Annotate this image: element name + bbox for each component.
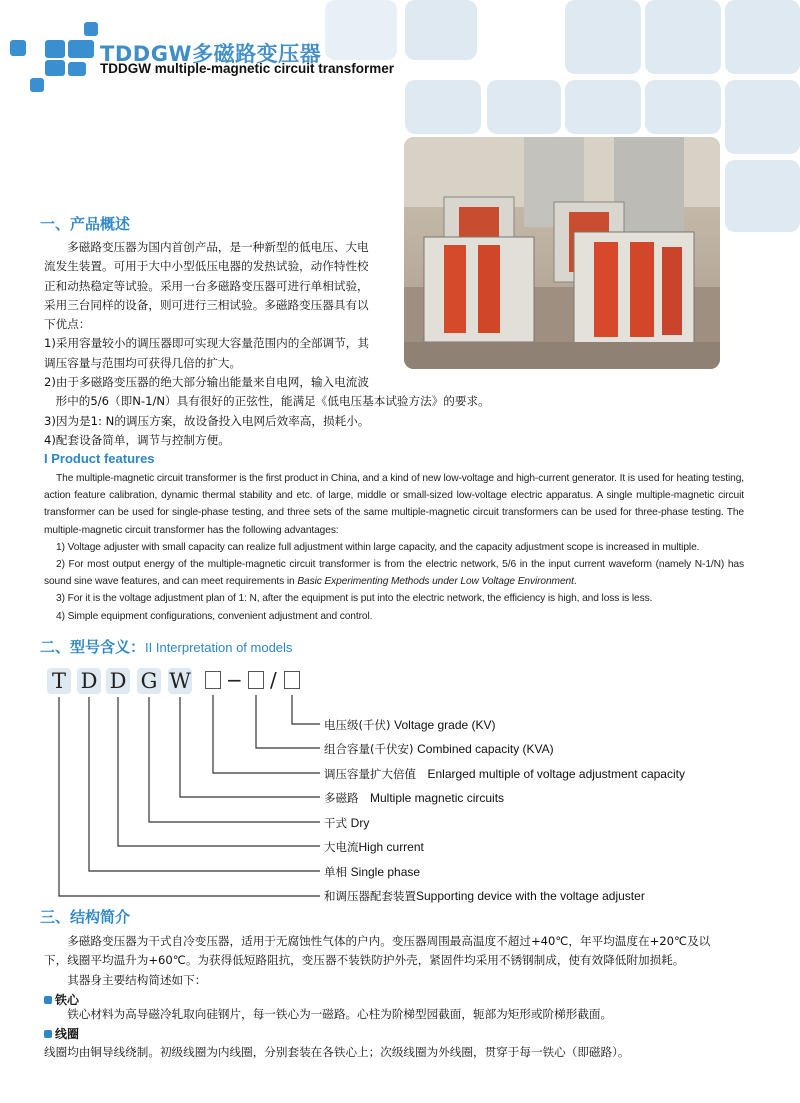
text-span: 2) For most output energy of the multiple-magnetic circuit transformer is from the electric network, 5/6 in the input current waveform (namely N-1/N) has sound sine wave features, and can meet requirements in [44, 559, 744, 588]
label-cn: 大电流 [324, 840, 359, 854]
text-span: . [573, 576, 577, 588]
model-label-multiple-magnetic [324, 790, 504, 806]
standard-title: Basic Experimenting Methods under Low Voltage Environment [297, 576, 574, 588]
text-line: 调压容量与范围均可获得几倍的扩大。 [44, 355, 242, 370]
square-bullet-icon [44, 996, 52, 1004]
model-letter: D [106, 668, 130, 694]
label-cn: 多磁路 [324, 791, 359, 805]
coil-text: 线圈均由铜导线绕制。初级线圈为内线圈，分别套装在各铁心上；次级线圈为外线圈，贯穿于每一铁心（即磁路）。 [44, 1045, 630, 1059]
paragraph: 3) For it is the voltage adjustment plan of 1: N, after the equipment is put into the electric network, the efficiency is high, and loss is less. [56, 593, 653, 605]
label-en: Multiple magnetic circuits [370, 791, 505, 805]
model-label-combined-capacity [324, 741, 554, 757]
text-line: 4)配套设备简单，调节与控制方便。 [44, 432, 230, 447]
paragraph: 4) Simple equipment configurations, convenient adjustment and control. [56, 610, 373, 622]
text-line: 形中的5/6（即N-1/N）具有很好的正弦性，能满足《低电压基本试验方法》的要求。 [44, 394, 490, 409]
text-line: 2)由于多磁路变压器的绝大部分输出能量来自电网，输入电流波 [44, 375, 369, 390]
section2-heading-en: II Interpretation of models [145, 640, 293, 655]
model-label-enlarged-multiple [324, 766, 685, 782]
model-letter: D [77, 668, 101, 694]
section3-intro [44, 932, 756, 990]
coil-title-text: 线圈 [55, 1027, 80, 1041]
text-line: 多磁路变压器为干式自冷变压器，适用于无腐蚀性气体的户内。变压器周围最高温度不超过+40℃，年平均温度在+20℃及以 [44, 934, 711, 948]
label-en: High current [358, 840, 424, 854]
model-letter: T [47, 668, 71, 694]
model-label-single-phase [324, 864, 420, 880]
model-label-voltage-grade [324, 717, 496, 733]
label-cn: 调压容量扩大倍值 [324, 767, 416, 781]
section1-heading: 一、产品概述 [40, 215, 131, 233]
iron-core-text: 铁心材料为高导磁冷轧取向硅钢片，每一铁心为一磁路。心柱为阶梯型园截面，轭部为矩形或阶梯形截面。 [44, 1007, 613, 1021]
label-en: Voltage grade (KV) [394, 718, 496, 732]
section3-heading: 三、结构简介 [40, 908, 131, 926]
text-line: 多磁路变压器为国内首创产品，是一种新型的低电压、大电 [44, 240, 369, 254]
label-en: Enlarged multiple of voltage adjustment capacity [427, 767, 685, 781]
label-en: Single phase [350, 865, 421, 879]
label-cn: 组合容量(千伏安) [324, 742, 414, 756]
text-line: 1)采用容量较小的调压器即可实现大容量范围内的全部调节，其 [44, 336, 369, 351]
model-separator: − [226, 668, 243, 692]
label-cn: 电压级(千伏) [324, 718, 391, 732]
paragraph: 1) Voltage adjuster with small capacity can realize full adjustment within large capacity, and the capacity adjustment scope is increased in multiple. [56, 541, 700, 553]
label-en: Supporting device with the voltage adjuster [416, 889, 645, 903]
page-title: TDDGW多磁路变压器 [100, 42, 322, 66]
text-line: 采用三台同样的设备，则可进行三相试验。多磁路变压器具有以 [44, 297, 369, 312]
label-cn: 干式 [324, 816, 347, 830]
label-cn: 和调压器配套装置 [324, 889, 416, 903]
text-line: 下，线圈平均温升为+60℃。为获得低短路阻抗，变压器不装铁防护外壳，紧固件均采用不锈钢制成，使有效降低附加损耗。 [44, 953, 685, 968]
text-line: 其器身主要结构简述如下： [44, 972, 207, 987]
section2-heading-cn: 二、型号含义： [40, 638, 146, 656]
label-en: Combined capacity (KVA) [417, 742, 554, 756]
label-cn: 单相 [324, 865, 347, 879]
iron-core-title-text: 铁心 [55, 993, 80, 1007]
text-line: 下优点： [44, 317, 91, 332]
model-label-dry [324, 815, 369, 831]
product-features-heading: I Product features [44, 451, 155, 466]
text-line: 3)因为是1: N的调压方案，故设备投入电网后效率高，损耗小。 [44, 413, 370, 428]
page-subtitle: TDDGW multiple-magnetic circuit transformer [100, 61, 395, 76]
model-letter: W [169, 669, 191, 693]
model-label-high-current [324, 839, 424, 855]
model-letter: G [137, 668, 161, 694]
model-label-supporting-device [324, 888, 645, 904]
coil-title [44, 1025, 79, 1042]
text-line: 正和动热稳定等试验。采用一台多磁路变压器可进行单相试验， [44, 278, 369, 293]
square-bullet-icon [44, 1030, 52, 1038]
text-line: 流发生装置。可用于大中小型低压电器的发热试验，动作特性校 [44, 259, 369, 274]
paragraph: The multiple-magnetic circuit transformer is the first product in China, and a kind of new low-voltage and high-current generator. It is used for heating testing, action feature calibration, dynamic thermal stability and etc. of large, middle or small-sized low-voltage electric apparatus. A single multiple-magnetic circuit transformer can be used for single-phase testing, and three sets of the same multiple-magnetic circuit transformers can be used for three-phase testing. The multiple-magnetic circuit transformer has the following advantages: [44, 473, 744, 536]
model-separator: / [270, 668, 277, 692]
label-en: Dry [350, 816, 370, 830]
